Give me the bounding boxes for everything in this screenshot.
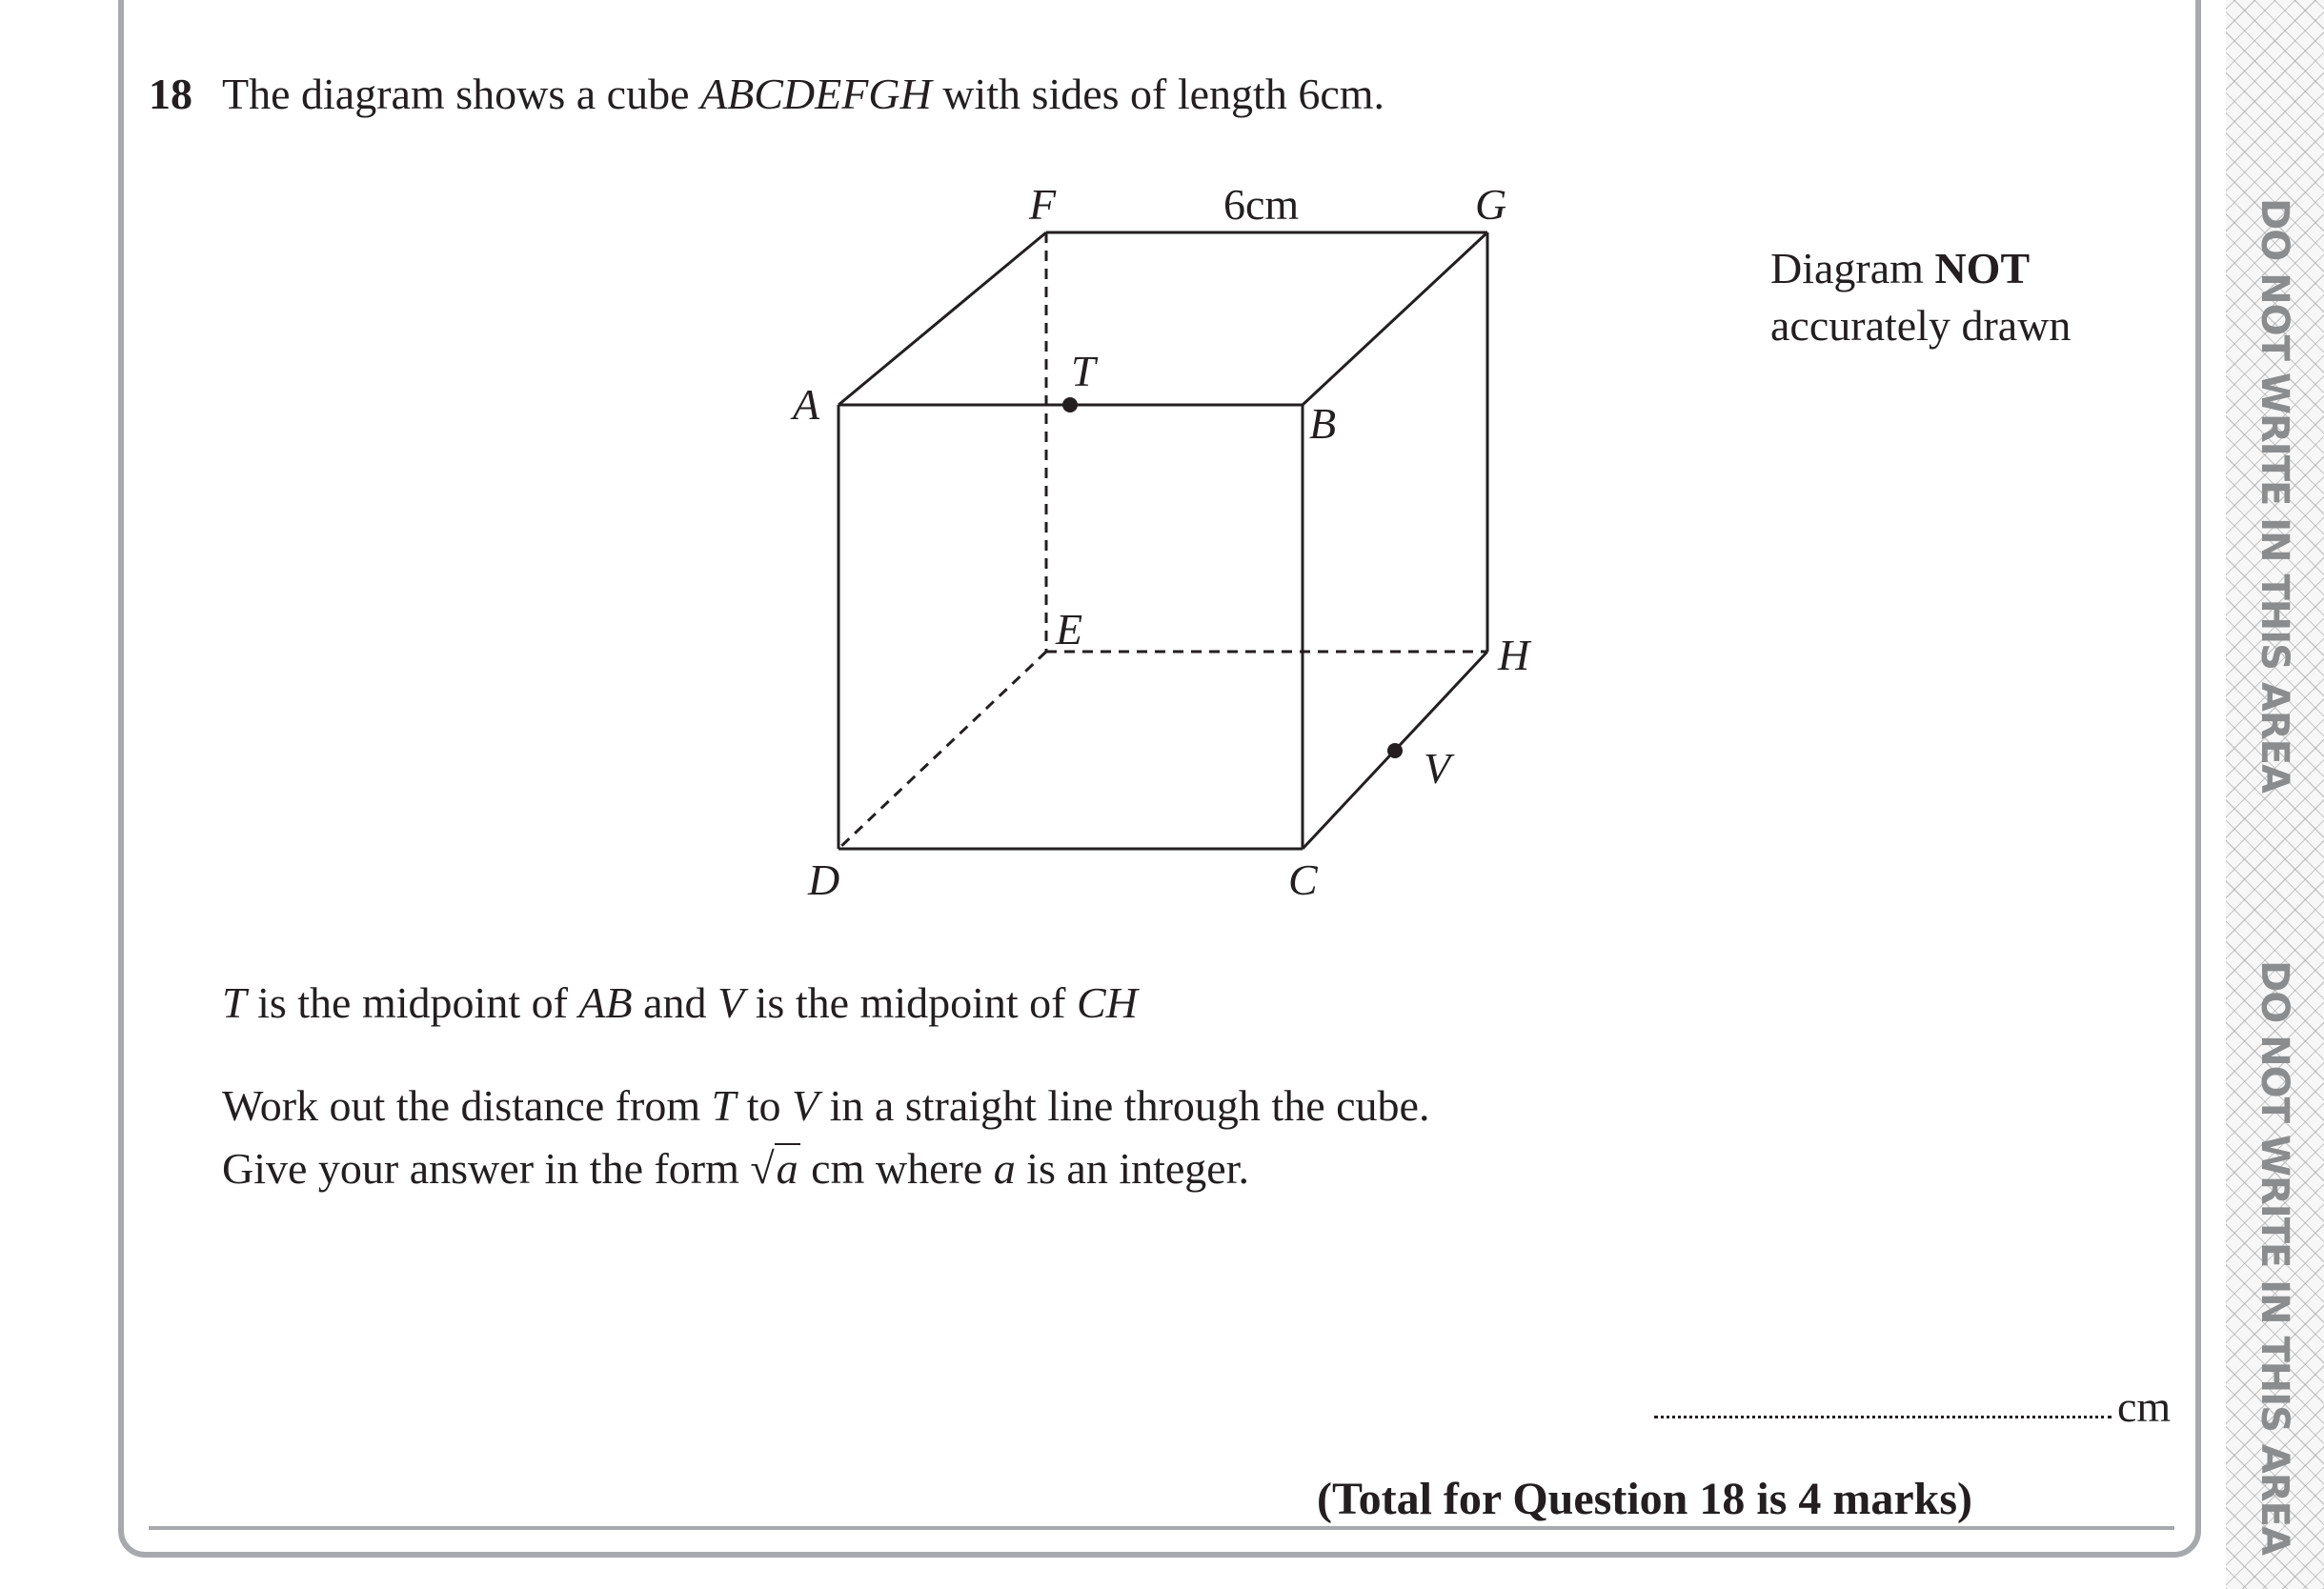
label-c: C	[1288, 855, 1318, 904]
edge-af	[839, 232, 1046, 405]
margin-warning-text-2: DO NOT WRITE IN THIS AREA	[2253, 960, 2296, 1555]
label-b: B	[1309, 399, 1337, 448]
bottom-rule	[149, 1526, 2174, 1530]
label-d: D	[808, 855, 840, 904]
midpoint-statement: T is the midpoint of AB and V is the midpoint of CH	[222, 978, 1138, 1027]
point-v	[1387, 743, 1403, 758]
total-marks: (Total for Question 18 is 4 marks)	[1317, 1474, 1973, 1524]
edge-gb	[1303, 232, 1487, 405]
answer-unit: cm	[2117, 1382, 2172, 1431]
label-f: F	[1029, 180, 1057, 229]
root-variable: a	[776, 1144, 798, 1193]
label-t: T	[1071, 347, 1096, 395]
question-number: 18	[149, 70, 192, 118]
label-a: A	[793, 380, 820, 429]
label-h: H	[1498, 631, 1530, 679]
diagram-note: Diagram NOT accurately drawn	[1770, 244, 2071, 350]
answer-form-instruction: Give your answer in the form √a cm where a is an integer.	[222, 1144, 1250, 1193]
root-symbol: √	[750, 1144, 775, 1193]
label-e: E	[1056, 605, 1083, 654]
question-intro: The diagram shows a cube ABCDEFGH with sides of length 6cm.	[222, 70, 1385, 118]
task-instruction: Work out the distance from T to V in a straight line through the cube.	[222, 1081, 1430, 1130]
margin-warning-text: DO NOT WRITE IN THIS AREA	[2253, 198, 2296, 793]
cube-name: ABCDEFGH	[700, 70, 932, 118]
label-v: V	[1424, 744, 1451, 793]
label-g: G	[1475, 180, 1507, 229]
hidden-edge-ed	[839, 652, 1046, 849]
point-t	[1062, 397, 1078, 412]
edge-length-label: 6cm	[1223, 180, 1300, 229]
answer-line[interactable]	[1654, 1416, 2112, 1418]
